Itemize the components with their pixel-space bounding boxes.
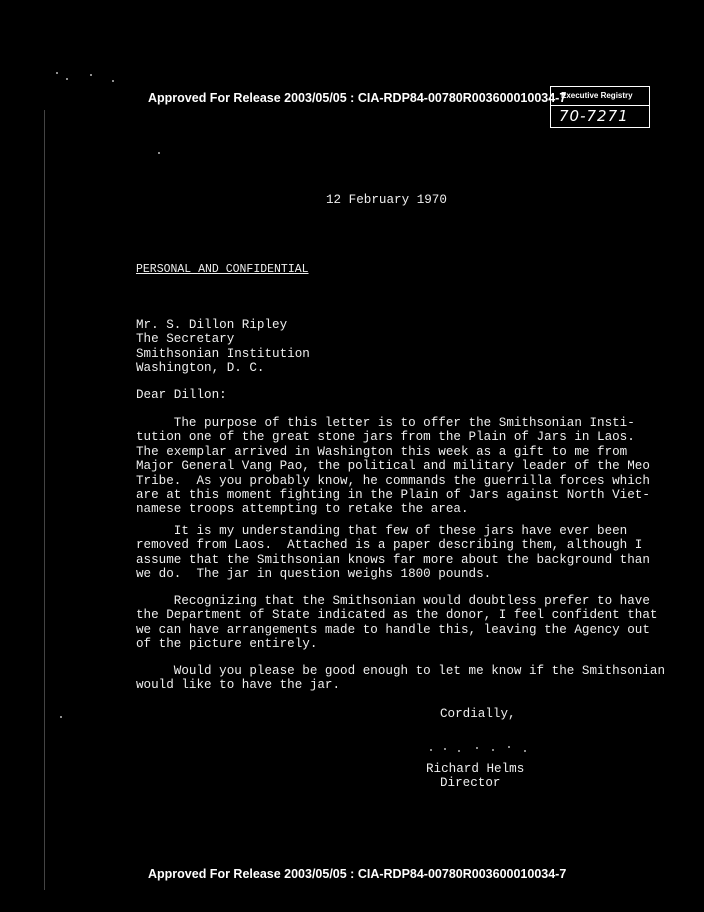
- body-paragraph: Recognizing that the Smithsonian would doubtless prefer to have the Department of State indicated as the donor, I feel confident that we can have arrangements made to handle this, leaving the Agency out of the picture entirely.: [136, 594, 658, 652]
- address-line: Smithsonian Institution: [136, 346, 310, 361]
- scan-speck: [66, 78, 68, 80]
- scan-speck: [90, 74, 92, 76]
- address-line: Washington, D. C.: [136, 361, 265, 376]
- signature-mark: [430, 744, 530, 756]
- signer-title: Director: [440, 776, 501, 790]
- address-line: Mr. S. Dillon Ripley: [136, 318, 288, 332]
- body-paragraph: It is my understanding that few of these jars have ever been removed from Laos. Attached is a paper describing them, although I assume that the Smithsonian knows far more about the background than we do. The jar in question weighs 1800 pounds.: [136, 524, 650, 582]
- recipient-address: [136, 318, 310, 376]
- signer-name: Richard Helms: [426, 762, 525, 776]
- registry-number: 70-7271: [559, 107, 629, 125]
- registry-divider: [551, 105, 649, 106]
- registry-label: Executive Registry: [561, 91, 633, 100]
- release-line-top: Approved For Release 2003/05/05 : CIA-RDP84-00780R003600010034-7: [148, 91, 567, 105]
- scan-speck: [112, 80, 114, 82]
- release-line-bottom: Approved For Release 2003/05/05 : CIA-RDP84-00780R003600010034-7: [148, 867, 567, 881]
- scan-speck: [158, 152, 160, 154]
- letter-date: 12 February 1970: [326, 193, 447, 207]
- closing: Cordially,: [440, 707, 516, 721]
- salutation: Dear Dillon:: [136, 388, 227, 402]
- scan-edge-line: [44, 110, 45, 890]
- scan-speck: [56, 72, 58, 74]
- body-paragraph: Would you please be good enough to let me know if the Smithsonian would like to have the jar.: [136, 664, 666, 693]
- scan-speck: [60, 716, 62, 718]
- body-paragraph: The purpose of this letter is to offer the Smithsonian Insti- tution one of the great stone jars from the Plain of Jars in Laos. The exemplar arrived in Washington this week as a gift to me from Major General Vang Pao, the political and military leader of the Meo Tribe. As you probably know, he commands the guerrilla forces which are at this moment fighting in the Plain of Jars against North Viet- namese troops attempting to retake the area.: [136, 416, 650, 517]
- classification-heading: PERSONAL AND CONFIDENTIAL: [136, 263, 309, 276]
- executive-registry-stamp: [550, 86, 650, 128]
- address-line: The Secretary: [136, 332, 235, 347]
